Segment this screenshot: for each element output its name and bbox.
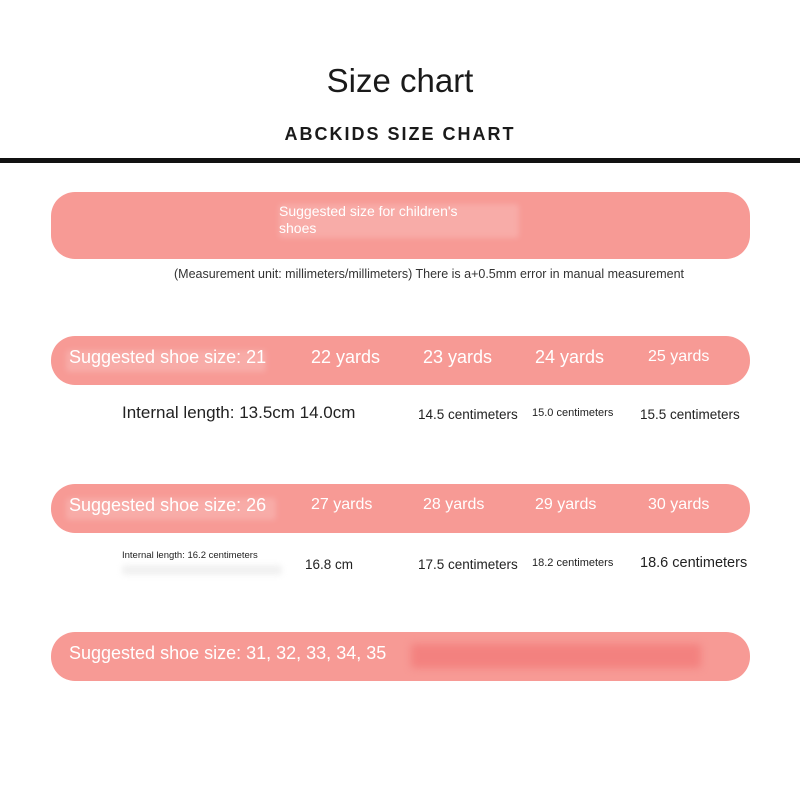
page-subtitle: ABCKIDS SIZE CHART: [284, 124, 516, 144]
size-label-28: 28 yards: [423, 496, 485, 513]
banner-pill: [51, 192, 750, 259]
banner-heading-line2: shoes: [279, 220, 317, 236]
length-row-2-label: Internal length: 16.2 centimeters: [122, 550, 258, 561]
length-row-2-blur: [122, 565, 282, 575]
size-label-22: 22 yards: [311, 347, 381, 367]
length-18-2: 18.2 centimeters: [532, 557, 614, 569]
length-18-6: 18.6 centimeters: [640, 555, 748, 571]
length-17-5: 17.5 centimeters: [418, 557, 518, 572]
size-label-24: 24 yards: [535, 347, 605, 367]
size-row-3-blur: [411, 644, 701, 668]
length-16-8: 16.8 cm: [305, 557, 354, 572]
size-label-31-35: Suggested shoe size: 31, 32, 33, 34, 35: [69, 643, 387, 663]
size-label-29: 29 yards: [535, 496, 597, 513]
banner-heading-line1: Suggested size for children's: [279, 203, 458, 219]
length-row-1-label: Internal length: 13.5cm 14.0cm: [122, 403, 356, 422]
length-15-5: 15.5 centimeters: [640, 407, 740, 422]
size-label-21: Suggested shoe size: 21: [69, 347, 267, 367]
size-label-27: 27 yards: [311, 496, 373, 513]
size-label-30: 30 yards: [648, 496, 710, 513]
size-row-2-pill: [51, 484, 750, 533]
size-row-3-pill: [51, 632, 750, 681]
size-label-25: 25 yards: [648, 348, 710, 365]
size-row-1-pill: [51, 336, 750, 385]
header-divider: [0, 158, 800, 163]
length-15-0: 15.0 centimeters: [532, 407, 614, 419]
length-14-5: 14.5 centimeters: [418, 407, 518, 422]
size-label-26: Suggested shoe size: 26: [69, 495, 267, 515]
measurement-note: (Measurement unit: millimeters/millimeters) There is a+0.5mm error in manual measurement: [174, 267, 684, 281]
page-title: Size chart: [326, 62, 474, 99]
size-label-23: 23 yards: [423, 347, 493, 367]
